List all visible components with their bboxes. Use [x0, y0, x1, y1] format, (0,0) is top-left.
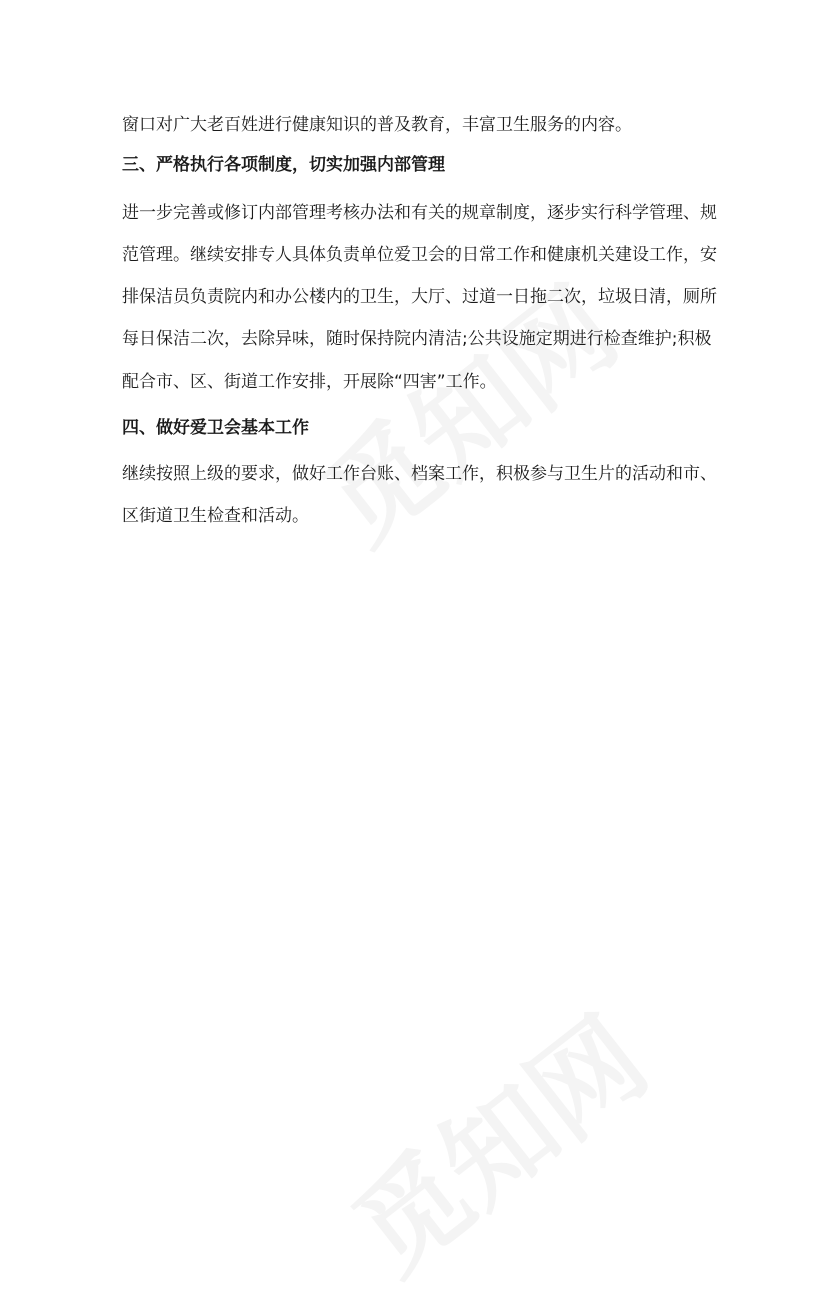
paragraph-line: 窗口对广大老百姓进行健康知识的普及教育，丰富卫生服务的内容。: [122, 115, 632, 135]
paragraph-line: 进一步完善或修订内部管理考核办法和有关的规章制度，逐步实行科学管理、规: [122, 203, 717, 223]
watermark: [316, 975, 673, 1303]
paragraph-line: 区街道卫生检查和活动。: [122, 506, 309, 526]
section-heading: 三、严格执行各项制度，切实加强内部管理: [122, 155, 445, 175]
paragraph-line: 配合市、区、街道工作安排，开展除“四害”工作。: [122, 372, 497, 392]
paragraph-line: 范管理。继续安排专人具体负责单位爱卫会的日常工作和健康机关建设工作，安: [122, 245, 717, 265]
section-heading: 四、做好爱卫会基本工作: [122, 418, 309, 438]
paragraph-line: 排保洁员负责院内和办公楼内的卫生，大厅、过道一日拖二次，垃圾日清，厕所: [122, 287, 717, 307]
paragraph-line: 继续按照上级的要求，做好工作台账、档案工作，积极参与卫生片的活动和市、: [122, 464, 717, 484]
paragraph-line: 每日保洁二次，去除异味，随时保持院内清洁;公共设施定期进行检查维护;积极: [122, 329, 712, 349]
